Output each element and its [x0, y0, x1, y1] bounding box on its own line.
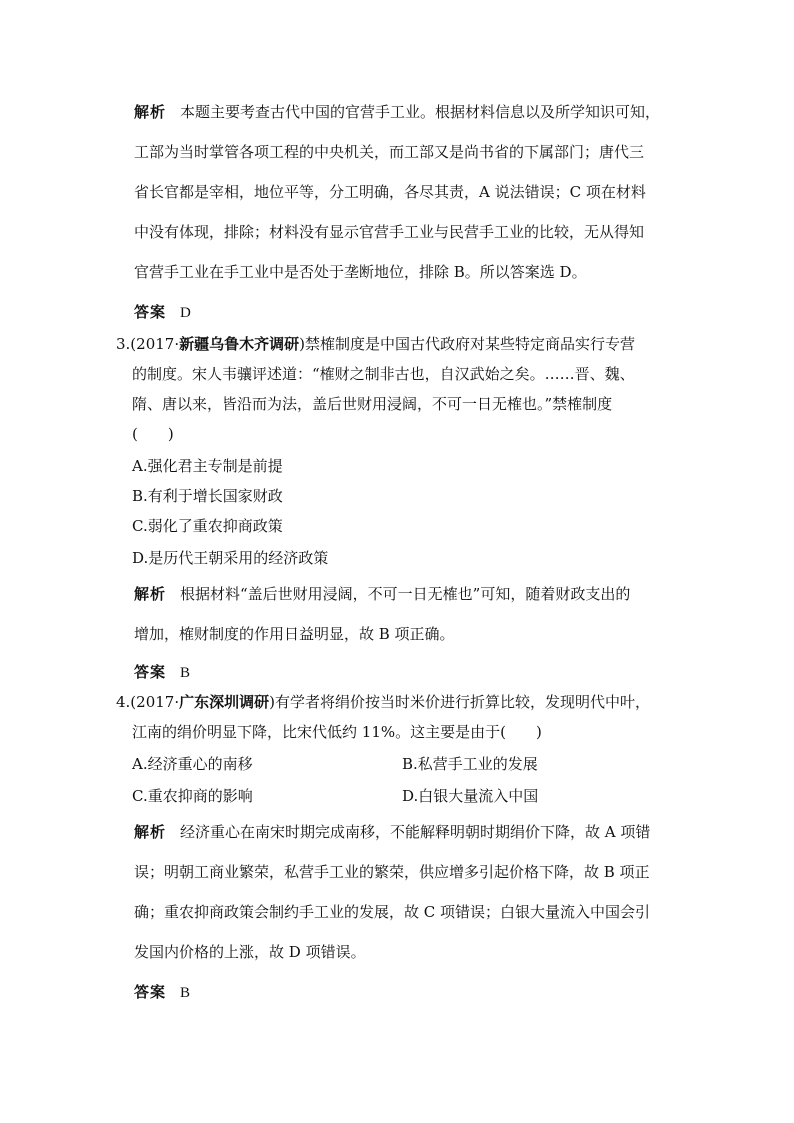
- question-number: 4.(2017·: [116, 693, 180, 711]
- analysis-text: 根据材料“盖后世财用浸阔，不可一日无榷也”可知，随着财政支出的: [180, 585, 631, 603]
- analysis-line: 省长官都是宰相，地位平等，分工明确，各尽其责，A 说法错误；C 项在材料: [134, 183, 646, 201]
- option-d: D.白银大量流入中国: [402, 787, 539, 805]
- answer-line: [134, 982, 190, 1003]
- answer-line: [134, 662, 190, 683]
- question-text: )有学者将绢价按当时米价进行折算比较，发现明代中叶，: [269, 693, 650, 711]
- analysis-text: 经济重心在南宋时期完成南移，不能解释明朝时期绢价下降，故 A 项错: [180, 823, 651, 841]
- analysis-line: 中没有体现，排除；材料没有显示官营手工业与民营手工业的比较，无从得知: [134, 223, 645, 241]
- option-c: C.弱化了重农抑商政策: [132, 517, 283, 535]
- answer-label: 答案: [134, 303, 167, 321]
- question-source: 广东深圳调研: [179, 693, 270, 711]
- analysis-label: 解析: [134, 823, 167, 841]
- answer-label: 答案: [134, 663, 167, 681]
- question-text: )禁榷制度是中国古代政府对某些特定商品实行专营: [299, 335, 635, 353]
- question-4-stem: [116, 692, 650, 712]
- analysis-text: 本题主要考查古代中国的官营手工业。根据材料信息以及所学知识可知，: [180, 103, 661, 121]
- answer-value: B: [180, 665, 191, 681]
- analysis-line: 官营手工业在手工业中是否处于垄断地位，排除 B。所以答案选 D。: [134, 263, 587, 281]
- answer-line: [134, 302, 191, 323]
- option-a: A.经济重心的南移: [132, 755, 253, 773]
- analysis-line: [134, 102, 660, 122]
- option-b: B.有利于增长国家财政: [132, 487, 283, 505]
- analysis-line: 增加，榷财制度的作用日益明显，故 B 项正确。: [134, 625, 455, 643]
- answer-value: B: [180, 985, 191, 1001]
- analysis-label: 解析: [134, 103, 167, 121]
- question-number: 3.(2017·: [116, 335, 180, 353]
- question-blank: ( ): [132, 425, 174, 443]
- option-c: C.重农抑商的影响: [132, 787, 253, 805]
- analysis-label: 解析: [134, 585, 167, 603]
- option-a: A.强化君主专制是前提: [132, 457, 283, 475]
- answer-label: 答案: [134, 983, 167, 1001]
- analysis-line: 发国内价格的上涨，故 D 项错误。: [134, 943, 366, 961]
- question-3-stem: [116, 334, 635, 354]
- question-line: 隋、唐以来，皆沿而为法，盖后世财用浸阔，不可一日无榷也。”禁榷制度: [132, 395, 613, 413]
- answer-value: D: [180, 305, 191, 321]
- analysis-line: 工部为当时掌管各项工程的中央机关，而工部又是尚书省的下属部门；唐代三: [134, 143, 645, 161]
- analysis-line: 确；重农抑商政策会制约手工业的发展，故 C 项错误；白银大量流入中国会引: [134, 903, 651, 921]
- analysis-line: [134, 822, 650, 842]
- analysis-line: [134, 584, 630, 604]
- option-d: D.是历代王朝采用的经济政策: [132, 549, 329, 567]
- question-line: 江南的绢价明显下降，比宋代低约 11%。这主要是由于( ): [132, 723, 542, 741]
- question-line: 的制度。宋人韦骧评述道：“榷财之制非古也，自汉武始之矣。……晋、魏、: [132, 365, 635, 383]
- option-b: B.私营手工业的发展: [402, 755, 538, 773]
- question-source: 新疆乌鲁木齐调研: [179, 335, 300, 353]
- analysis-line: 误；明朝工商业繁荣，私营手工业的繁荣，供应增多引起价格下降，故 B 项正: [134, 863, 650, 881]
